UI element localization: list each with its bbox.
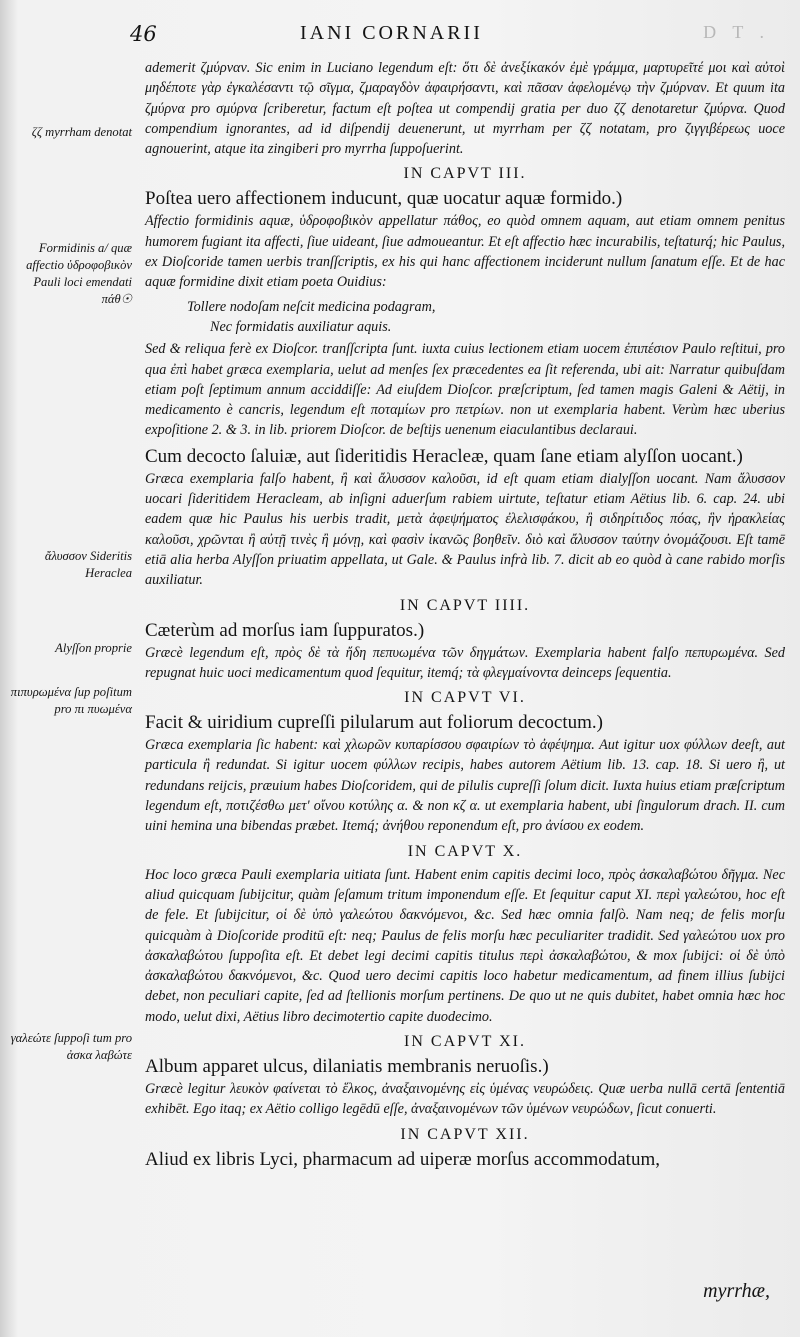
paragraph: Græcè legitur λευκὸν φαίνεται τὸ ἕλκος, ἀναξαινομένης εἰς ὑμένας νευρώδεις. Quæ uerba nullā certā ſententiā exhibēt. Ego itaq; ex Aëtio colligo legēdū eſſe, ἀναξαινομένων τῶν ὑμένων νευρώδων, ſicut conuerti. bbox=[145, 1080, 785, 1118]
paragraph: ademerit ζμύρναν. Sic enim in Luciano legendum eſt: ὅτι δὲ ἀνεξίκακόν ἐμὲ γράμμα, μαρτυρεῖτέ μοι καὶ αὐτοὶ μηδέποτε γὰρ ἐγκαλέσαντι τῷ σῖγμα, ζμαραγδὸν ἀφαιρήσαντι, καὶ πᾶσαν ἀφελομένῳ τὴν ζμύρναν. Et quum ita ζμύρνα pro σμύρνα ſcriberetur, factum eſt poſtea ut compendij gratia per duo ζζ denotaretur ζμύρνα. Quod compendium ignorantes, ad id diſpendij deuenerunt, ut myrrham per ζζ notatam, pro ζιγγιβέρεως uoce agnouerint, atque ita zingiberi pro myrrha ſuppoſuerint. bbox=[145, 60, 785, 158]
paragraph: Græca exemplaria falſo habent, ἢ καὶ ἄλυσσον καλοῦσι, id eſt quam etiam dialyſſon uocant. Nam ἄλυσσον uocari ſideritidem Heracleam, ab inſigni aduerſum rabiem uirtute, teſtatur etiam Aëtius lib. 6. cap. 24. ubi eadem quæ hic Paulus his uerbis tradit, μετὰ ἀφεψήματος ἐλελισφάκου, ἢ σιδηρίτιδος πόας, ἣν ἡρακλείας καλοῦσι, χρῶνται ἢ αὐτῇ τινὲς ἢ μόνῃ, καὶ φασὶν ἱκανῶς βοηθεῖν. διὸ καὶ ἄλυσσον ταύτην ὀνομάζουσι. Eſt tamē etiā alia herba Alyſſon priuatim appellata, ut Gale. & Paulus infrà lib. 7. dicit ab eo quòd à cane rabido morſis auxiliatur. bbox=[145, 470, 785, 589]
margin-note-pepyromena: πιπυρωμένα ſup poſitum pro πι πυωμένα bbox=[10, 685, 132, 716]
margin-note-formidinis: Formidinis a/ quæ affectio ὑδροφοβικὸν Pauli loci emendati πάθ☉ bbox=[26, 241, 132, 306]
lemma: Album apparet ulcus, dilaniatis membranis neruoſis.) bbox=[145, 1055, 549, 1077]
lemma: Cum decocto ſaluiæ, aut ſideritidis Heracleæ, quam ſane etiam alyſſon uocant.) bbox=[145, 445, 743, 467]
chapter-heading: IN CAPVT III. bbox=[403, 165, 527, 183]
margin-note-sideritis: ἄλυσσον Sideritis Heraclea bbox=[44, 549, 132, 580]
paragraph: Græcè legendum eſt, πρὸς δὲ τὰ ἤδη πεπυωμένα τῶν δηγμάτων. Exemplaria habent falſo πεπυρωμένα. Sed repugnat huic uoci medicamentum quod ſequitur, itemq́; τὰ φλεγμαίνοντα deinceps ſequentia. bbox=[145, 644, 785, 681]
margin-note-alysson: Alyſſon proprie bbox=[55, 641, 132, 655]
running-head bbox=[0, 22, 800, 52]
chapter-heading: IN CAPVT IIII. bbox=[399, 596, 531, 614]
verse-line: Tollere nodoſam neſcit medicina podagram, bbox=[187, 298, 436, 315]
lemma: Aliud ex libris Lyci, pharmacum ad uiperæ morſus accommodatum, bbox=[145, 1148, 660, 1170]
lemma: Facit & uiridium cupreſſi pilularum aut foliorum decoctum.) bbox=[145, 712, 604, 734]
verse-line: Nec formidatis auxiliatur aquis. bbox=[210, 318, 392, 335]
paragraph: Affectio formidinis aquæ, ὑδροφοβικὸν appellatur πάθος, eo quòd omnem aquam, aut etiam omnem penitus humorem fugiant ita affecti, ſiue uideant, ſiue admoueantur. Et eſt affectio hæc incurabilis, teſtaturq́; hic Paulus, ex Dioſcoride tamen uerbis tranſſcriptis, ex his qui hanc affectionem inciderunt nullum ſanatum eſſe. Et de hac aquæ formidine dixit etiam poeta Ouidius: bbox=[145, 213, 785, 291]
chapter-heading: IN CAPVT VI. bbox=[404, 689, 526, 707]
paragraph: Græca exemplaria ſic habent: καὶ χλωρῶν κυπαρίσσου σφαιρίων τὸ ἀφέψημα. Aut igitur uox φύλλων deeſt, aut particula ἢ redundat. Si igitur uocem φύλλων recipis, habes autorem Aëtium lib. 13. cap. 18. Si uero ἢ, ut redundans reijcis, præuium habes Dioſcoridem, qui de pilulis cupreſſi ſolum dicit. Iuxta huius etiam præſcriptum legendum eſt, ποτιζέσθω μετ' οἴνου κοτύλης α. & non κζ α. ut exemplaria habent, ubi ſingulorum drach. II. cum uini hemina una bibendas præbet. Itemq́; ἀνήθου reponendum eſt, pro ἀνίσου ex eodem. bbox=[145, 737, 785, 835]
paragraph: Sed & reliqua ferè ex Dioſcor. tranſſcripta ſunt. iuxta cuius lectionem etiam uocem ἐπιπέσιον Paulo reſtitui, pro qua ἐπὶ habet græca exemplaria, uelut ad menſes ſex præcedentes ea ſit referenda, ubi ait: Narratur quibuſdam etiam poſt ſeptimum annum acciddiſſe: Ad eiuſdem Dioſcor. præſcriptum, ſed tamen magis Galeni & Aëtij, in medicamento è cancris, legendum eſt ποταμίων pro πετρίων. non ut exemplaria habent. Verùm hæc uberius expoſitione 2. & 3. in lib. priorem Dioſcor. de beſtijs uenenum eiaculantibus declaraui. bbox=[145, 341, 785, 439]
bleed-through-text: D T . bbox=[703, 22, 770, 42]
page-number: 46 bbox=[130, 22, 157, 46]
catchword: myrrhæ, bbox=[703, 1280, 770, 1302]
lemma: Cæterùm ad morſus iam ſuppuratos.) bbox=[145, 619, 425, 641]
chapter-heading: IN CAPVT X. bbox=[407, 842, 523, 860]
lemma: Poſtea uero affectionem inducunt, quæ uocatur aquæ formido.) bbox=[145, 188, 623, 210]
paragraph: Hoc loco græca Pauli exemplaria uitiata ſunt. Habent enim capitis decimi loco, πρὸς ἀσκαλαβώτου δῆγμα. Nec aliud quicquam ſubijcitur, quàm ſeſamum tritum imponendum eſſe. Et ſequitur caput XI. περὶ γαλεώτου, hoc eſt de fele. Et ſubijcitur, οἱ δὲ ὑπὸ γαλεώτου δακνόμενοι, &c. Sed hæc omnia falſò. Nam neq; de felis morſu quicquàm à Dioſcoride proditū eſt: neq; Paulus de felis morſu hæc peculiariter tradidit. Sed γαλεώτου uox pro ἀσκαλαβώτου ſuppoſita eſt. Et debet legi decimi capitis titulus περὶ ἀσκαλαβώτου, & mox ſubijci: οἱ δὲ ὑπὸ ἀσκαλαβώτου δακνόμενοι, &c. Quod uero decimi capitis loco habetur medicamentum, ad finem illius ſubijci debet, non peculiari capite, ſed ad ſtellionis morſum pertinens. De quo ut ne quis dubitet, habet omnia hæc hoc modo, uelut dixi, Aëtius libro decimotertio capite duodecimo. bbox=[145, 866, 786, 1025]
running-title: IANI CORNARII bbox=[300, 22, 483, 44]
chapter-heading: IN CAPVT XII. bbox=[400, 1125, 530, 1143]
main-text bbox=[145, 58, 785, 1172]
margin-note-myrrham: ζζ myrrham denotat bbox=[31, 125, 132, 139]
margin-note-galeote: γαλεώτε ſuppoſi tum pro ἀσκα λαβώτε bbox=[10, 1031, 132, 1062]
chapter-heading: IN CAPVT XI. bbox=[404, 1032, 526, 1050]
